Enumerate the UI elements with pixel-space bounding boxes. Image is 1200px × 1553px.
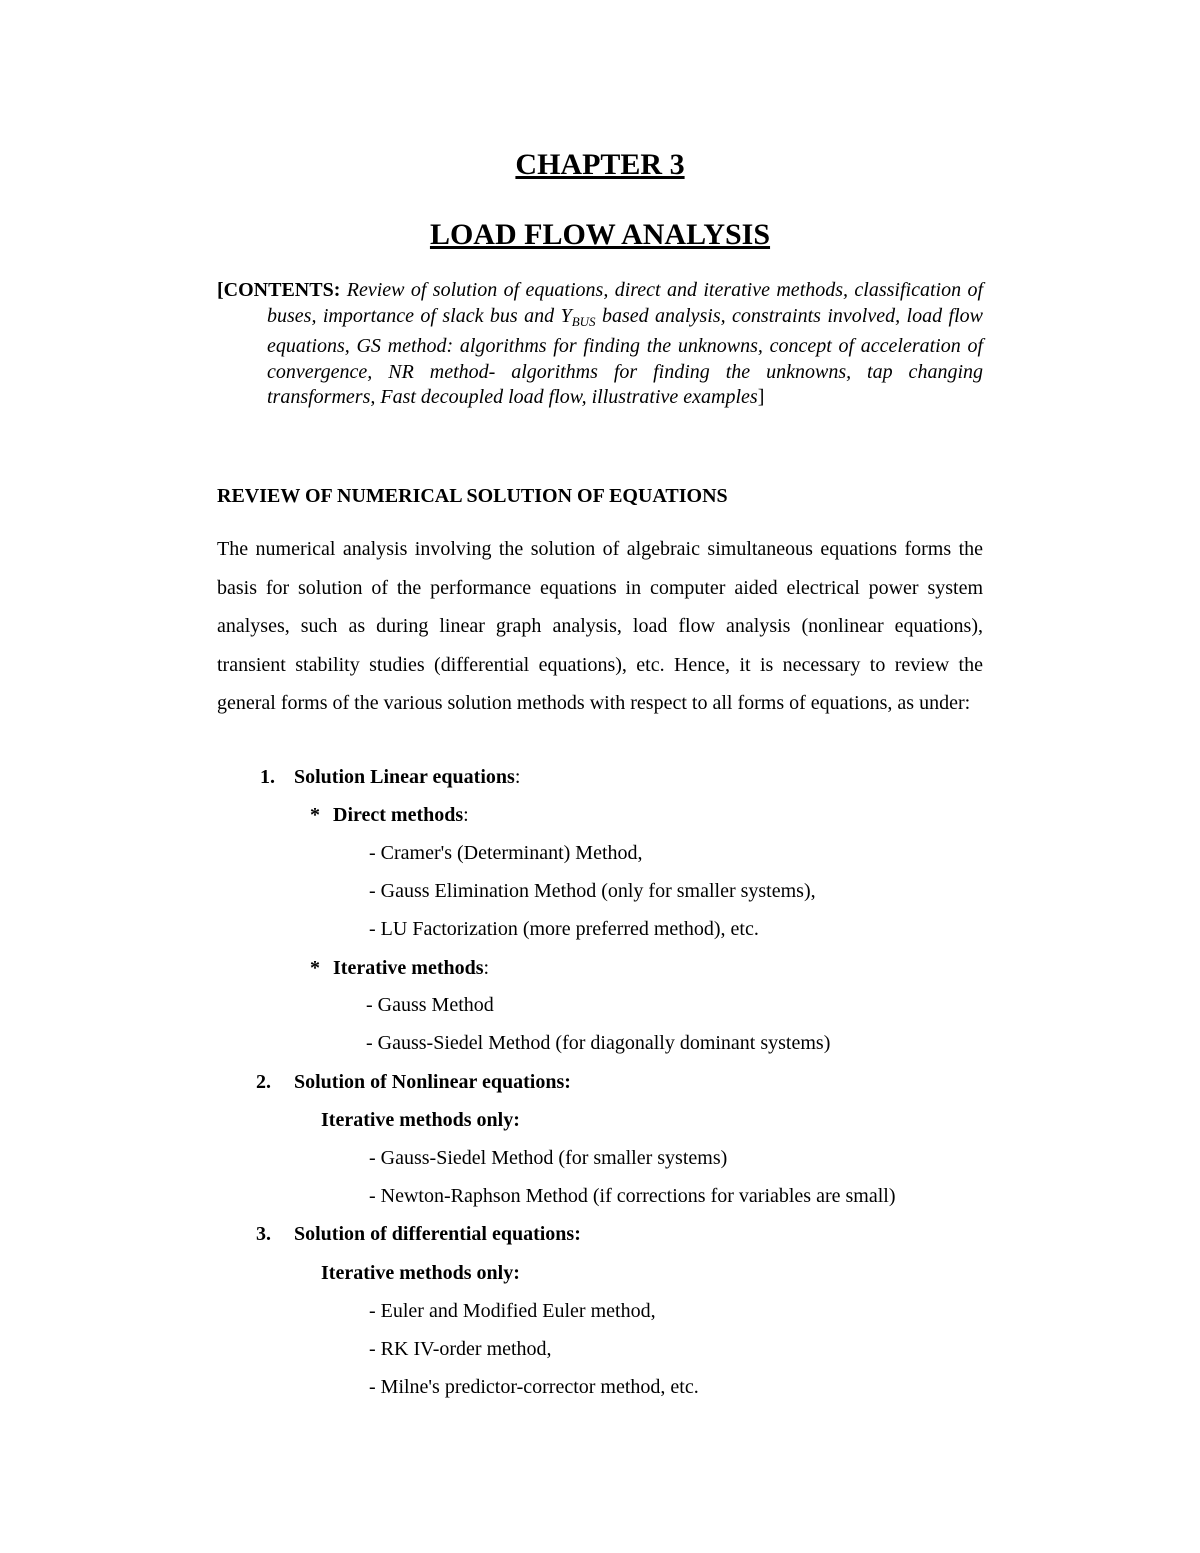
iterative-bullet: * [310,957,320,979]
contents-body-1: Review of solution of equations, direct and iterative methods, classification of buses, importance of slack bus and Y [267,279,983,327]
list-item-3-label: Solution of differential equations: [294,1223,581,1245]
contents-block [217,278,983,411]
item1-colon: : [514,766,521,788]
iterative-item: - Gauss Method [366,994,494,1016]
item2-sublabel: Iterative methods only: [321,1109,520,1131]
direct-item: - LU Factorization (more preferred method), etc. [369,918,759,940]
document-title: LOAD FLOW ANALYSIS [429,218,771,251]
list-item-1-label [294,765,520,789]
item3-method: - Euler and Modified Euler method, [369,1300,656,1322]
direct-bullet: * [310,804,320,826]
direct-item: - Gauss Elimination Method (only for smaller systems), [369,880,816,902]
intro-paragraph: The numerical analysis involving the solution of algebraic simultaneous equations forms the basis for solution of the performance equations in computer aided electrical power system analyses, such as during linear graph analysis, load flow analysis (nonlinear equations), transient stability studies (differential equations), etc. Hence, it is necessary to review the general forms of the various solution methods with respect to all forms of equations, as under: [217,538,983,714]
direct-colon: : [463,804,469,826]
item2-method: - Newton-Raphson Method (if corrections for variables are small) [369,1185,896,1207]
list-number-3: 3. [256,1223,271,1245]
list-number-1: 1. [260,766,275,788]
iterative-item: - Gauss-Siedel Method (for diagonally dominant systems) [366,1032,831,1054]
list-item-2-label: Solution of Nonlinear equations: [294,1071,571,1093]
contents-body-2: based analysis, constraints involved, load flow equations, GS method: algorithms for finding the unknowns, concept of acceleration of convergence, NR method- algorithms for finding the unknowns, tap changing transformers, Fast decoupled load flow, illustrative examples [267,304,983,409]
iterative-colon: : [483,957,490,979]
list-number-2: 2. [256,1071,271,1093]
item3-sublabel: Iterative methods only: [321,1262,520,1284]
direct-item: - Cramer's (Determinant) Method, [369,842,643,864]
section-heading: REVIEW OF NUMERICAL SOLUTION OF EQUATIONS [217,485,728,507]
item2-method: - Gauss-Siedel Method (for smaller systems) [369,1147,728,1169]
item1-label-text: Solution Linear equations [294,766,515,788]
iterative-label-text: Iterative methods [333,957,484,979]
direct-label-text: Direct methods [333,804,464,826]
contents-close: ] [757,386,765,409]
chapter-title: CHAPTER 3 [515,148,685,181]
item3-method: - Milne's predictor-corrector method, etc. [369,1376,699,1398]
contents-lead: [CONTENTS: [217,279,341,301]
direct-methods-label [333,803,469,827]
item3-method: - RK IV-order method, [369,1338,552,1360]
iterative-methods-label [333,956,489,980]
ybus-subscript: BUS [571,313,596,329]
